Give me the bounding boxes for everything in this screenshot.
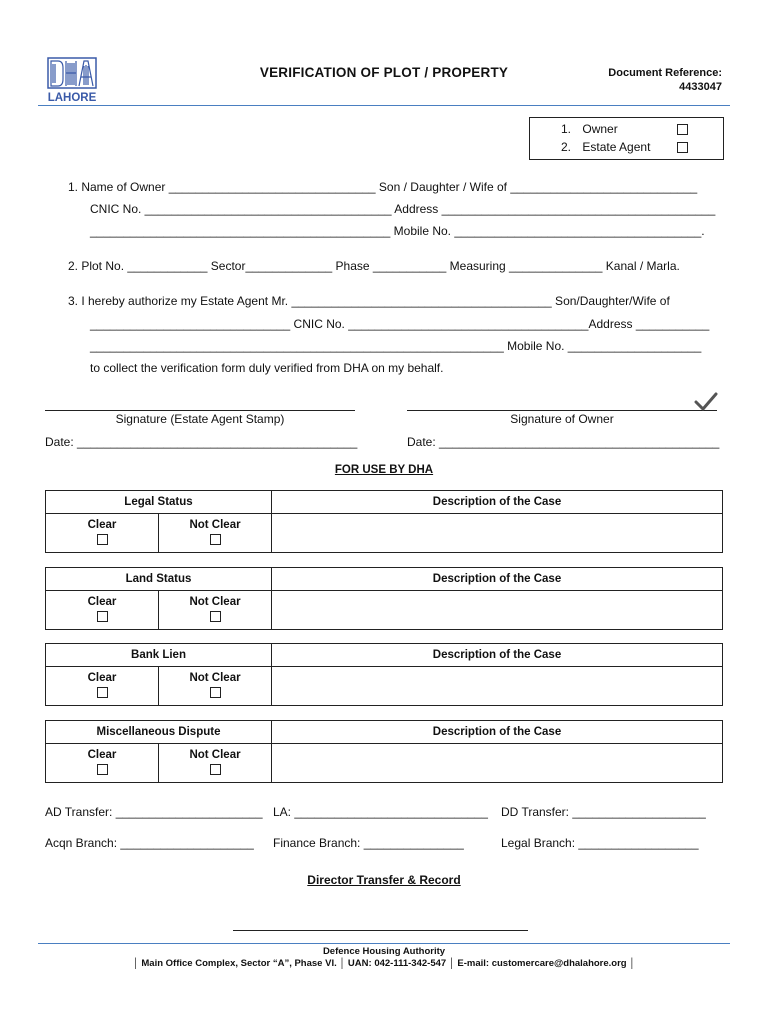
not-clear-label: Not Clear bbox=[189, 749, 241, 761]
description-header: Description of the Case bbox=[272, 644, 723, 667]
logo-city: LAHORE bbox=[47, 92, 97, 104]
clear-checkbox[interactable] bbox=[97, 687, 108, 698]
footer-rule bbox=[38, 943, 730, 944]
option-number: 2. bbox=[561, 140, 572, 154]
estate-agent-checkbox[interactable] bbox=[677, 142, 688, 153]
description-header: Description of the Case bbox=[272, 491, 723, 514]
clear-checkbox[interactable] bbox=[97, 764, 108, 775]
description-cell[interactable] bbox=[272, 591, 723, 630]
description-header: Description of the Case bbox=[272, 721, 723, 744]
applicant-type-box bbox=[529, 117, 724, 160]
dha-section-heading: FOR USE BY DHA bbox=[334, 464, 434, 476]
option-label: Estate Agent bbox=[582, 140, 651, 154]
status-header: Miscellaneous Dispute bbox=[46, 721, 272, 744]
misc-dispute-table bbox=[45, 720, 723, 783]
not-clear-checkbox[interactable] bbox=[210, 764, 221, 775]
clear-option[interactable] bbox=[46, 514, 159, 553]
clear-label: Clear bbox=[87, 672, 117, 684]
not-clear-option[interactable] bbox=[159, 591, 272, 630]
header-rule bbox=[38, 105, 730, 106]
finance-branch-field[interactable]: Finance Branch: _______________ bbox=[273, 836, 464, 850]
not-clear-label: Not Clear bbox=[189, 596, 241, 608]
not-clear-option[interactable] bbox=[159, 744, 272, 783]
footer-address: │ Main Office Complex, Sector “A”, Phase VI. │ UAN: 042-111-342-547 │ E-mail: customercare@dhalahore.org │ bbox=[132, 958, 636, 969]
option-estate-agent[interactable] bbox=[561, 140, 650, 154]
status-header: Bank Lien bbox=[46, 644, 272, 667]
not-clear-option[interactable] bbox=[159, 667, 272, 706]
la-field[interactable]: LA: _____________________________ bbox=[273, 805, 488, 819]
acqn-branch-field[interactable]: Acqn Branch: ____________________ bbox=[45, 836, 254, 850]
doc-ref-value: 4433047 bbox=[679, 81, 722, 93]
page-title: VERIFICATION OF PLOT / PROPERTY bbox=[259, 65, 509, 80]
agent-mobile-field[interactable]: ______________________________________________________________ Mobile No. ____________________ bbox=[90, 339, 702, 353]
option-label: Owner bbox=[582, 122, 618, 136]
authorization-text: to collect the verification form duly verified from DHA on my behalf. bbox=[90, 361, 444, 375]
owner-signature-label: Signature of Owner bbox=[510, 412, 614, 426]
not-clear-option[interactable] bbox=[159, 514, 272, 553]
owner-name-field[interactable]: 1. Name of Owner _______________________________ Son / Daughter / Wife of ____________________________ bbox=[68, 180, 698, 194]
not-clear-label: Not Clear bbox=[189, 519, 241, 531]
not-clear-label: Not Clear bbox=[189, 672, 241, 684]
director-heading: Director Transfer & Record bbox=[307, 873, 461, 887]
owner-mobile-field[interactable]: _____________________________________________ Mobile No. _____________________________________. bbox=[90, 224, 705, 238]
agent-date-field[interactable]: Date: __________________________________________ bbox=[45, 435, 358, 449]
clear-label: Clear bbox=[87, 749, 117, 761]
option-owner[interactable] bbox=[561, 122, 618, 136]
owner-cnic-address-field[interactable]: CNIC No. _____________________________________ Address _________________________________________ bbox=[90, 202, 716, 216]
authorize-agent-field[interactable]: 3. I hereby authorize my Estate Agent Mr. _______________________________________ Son/Daughter/Wife of bbox=[68, 294, 670, 308]
clear-checkbox[interactable] bbox=[97, 534, 108, 545]
description-cell[interactable] bbox=[272, 744, 723, 783]
not-clear-checkbox[interactable] bbox=[210, 534, 221, 545]
description-header: Description of the Case bbox=[272, 568, 723, 591]
dd-transfer-field[interactable]: DD Transfer: ____________________ bbox=[501, 805, 706, 819]
clear-option[interactable] bbox=[46, 744, 159, 783]
footer-org: Defence Housing Authority bbox=[322, 946, 446, 957]
agent-cnic-address-field[interactable]: ______________________________ CNIC No. ____________________________________Address ___________ bbox=[90, 317, 710, 331]
ad-transfer-field[interactable]: AD Transfer: ______________________ bbox=[45, 805, 263, 819]
owner-signature-line[interactable] bbox=[407, 410, 717, 411]
agent-signature-line[interactable] bbox=[45, 410, 355, 411]
doc-ref-label: Document Reference: bbox=[608, 67, 722, 79]
description-cell[interactable] bbox=[272, 514, 723, 553]
owner-checkbox[interactable] bbox=[677, 124, 688, 135]
checkmark-icon bbox=[694, 392, 718, 412]
clear-label: Clear bbox=[87, 519, 117, 531]
land-status-table bbox=[45, 567, 723, 630]
legal-status-table bbox=[45, 490, 723, 553]
plot-details-field[interactable]: 2. Plot No. ____________ Sector_____________ Phase ___________ Measuring ______________ Kanal / Marla. bbox=[68, 259, 680, 273]
legal-branch-field[interactable]: Legal Branch: __________________ bbox=[501, 836, 699, 850]
agent-signature-label: Signature (Estate Agent Stamp) bbox=[115, 412, 285, 426]
clear-option[interactable] bbox=[46, 591, 159, 630]
director-signature-line[interactable] bbox=[233, 930, 528, 931]
clear-label: Clear bbox=[87, 596, 117, 608]
document-reference bbox=[608, 66, 722, 94]
option-number: 1. bbox=[561, 122, 572, 136]
bank-lien-table bbox=[45, 643, 723, 706]
status-header: Legal Status bbox=[46, 491, 272, 514]
clear-option[interactable] bbox=[46, 667, 159, 706]
owner-date-field[interactable]: Date: __________________________________________ bbox=[407, 435, 720, 449]
not-clear-checkbox[interactable] bbox=[210, 687, 221, 698]
description-cell[interactable] bbox=[272, 667, 723, 706]
status-header: Land Status bbox=[46, 568, 272, 591]
not-clear-checkbox[interactable] bbox=[210, 611, 221, 622]
clear-checkbox[interactable] bbox=[97, 611, 108, 622]
